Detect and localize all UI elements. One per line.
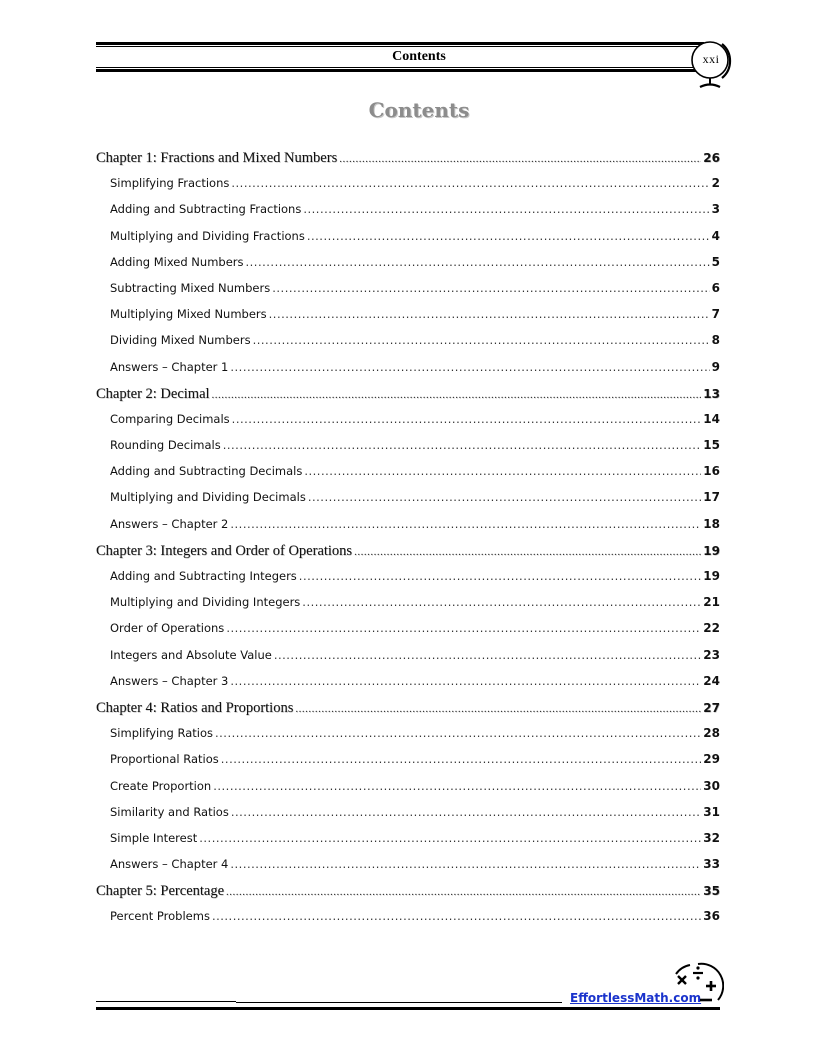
- toc-dot-leader: [230, 674, 701, 688]
- toc-section-entry[interactable]: [96, 621, 720, 647]
- toc-chapter-entry[interactable]: [96, 543, 720, 569]
- toc-entry-label: Answers – Chapter 4: [110, 857, 229, 872]
- header-rule-top-thin: [96, 46, 704, 47]
- toc-dot-leader: [199, 831, 701, 845]
- toc-dot-leader: [213, 779, 701, 793]
- toc-entry-page-number: 9: [711, 359, 720, 374]
- toc-section-entry[interactable]: [96, 517, 720, 543]
- table-of-contents: [96, 150, 720, 936]
- toc-dot-leader: [269, 307, 710, 321]
- toc-section-entry[interactable]: [96, 438, 720, 464]
- toc-entry-label: Adding Mixed Numbers: [110, 254, 244, 269]
- toc-dot-leader: [274, 648, 701, 662]
- toc-section-entry[interactable]: [96, 202, 720, 228]
- toc-entry-page-number: 30: [703, 778, 720, 793]
- toc-section-entry[interactable]: [96, 464, 720, 490]
- toc-entry-page-number: 5: [711, 254, 720, 269]
- toc-entry-label: Subtracting Mixed Numbers: [110, 280, 271, 295]
- footer-rule-short: [96, 1001, 236, 1002]
- footer-website-link[interactable]: EffortlessMath.com: [570, 991, 702, 1005]
- toc-entry-label: Chapter 4: Ratios and Proportions: [96, 699, 294, 716]
- toc-entry-label: Multiplying and Dividing Fractions: [110, 228, 305, 243]
- toc-dot-leader: [231, 805, 701, 819]
- toc-chapter-entry[interactable]: [96, 150, 720, 176]
- toc-entry-page-number: 18: [703, 516, 720, 531]
- toc-dot-leader: [307, 229, 710, 243]
- toc-entry-page-number: 14: [703, 411, 720, 426]
- toc-entry-page-number: 27: [703, 700, 720, 715]
- toc-entry-page-number: 33: [703, 857, 720, 872]
- toc-entry-label: Chapter 1: Fractions and Mixed Numbers: [96, 150, 338, 166]
- toc-section-entry[interactable]: [96, 648, 720, 674]
- toc-dot-leader: [230, 360, 709, 374]
- running-header-title: Contents: [392, 49, 446, 64]
- toc-section-entry[interactable]: [96, 229, 720, 255]
- toc-dot-leader: [232, 412, 702, 426]
- toc-dot-leader: [226, 621, 701, 635]
- toc-section-entry[interactable]: [96, 333, 720, 359]
- footer-rule-long: [236, 1002, 562, 1003]
- toc-dot-leader: [308, 490, 701, 504]
- toc-entry-page-number: 2: [711, 176, 720, 191]
- toc-dot-leader: [246, 255, 710, 269]
- toc-dot-leader: [299, 569, 702, 583]
- toc-entry-label: Adding and Subtracting Decimals: [110, 464, 303, 479]
- toc-dot-leader: [212, 909, 701, 923]
- toc-section-entry[interactable]: [96, 360, 720, 386]
- toc-section-entry[interactable]: [96, 176, 720, 202]
- toc-section-entry[interactable]: [96, 595, 720, 621]
- toc-entry-label: Comparing Decimals: [110, 411, 230, 426]
- toc-entry-label: Multiplying and Dividing Integers: [110, 595, 301, 610]
- toc-entry-label: Integers and Absolute Value: [110, 647, 272, 662]
- toc-dot-leader: [303, 202, 709, 216]
- toc-dot-leader: [226, 886, 701, 898]
- toc-entry-label: Create Proportion: [110, 778, 212, 793]
- toc-section-entry[interactable]: [96, 569, 720, 595]
- toc-dot-leader: [215, 726, 701, 740]
- toc-entry-label: Simplifying Ratios: [110, 726, 213, 741]
- toc-entry-label: Adding and Subtracting Fractions: [110, 202, 302, 217]
- toc-dot-leader: [295, 703, 701, 715]
- toc-dot-leader: [230, 517, 701, 531]
- toc-entry-page-number: 28: [703, 726, 720, 741]
- toc-entry-label: Proportional Ratios: [110, 752, 219, 767]
- toc-entry-label: Percent Problems: [110, 909, 210, 924]
- header-rule-bottom-thick: [96, 69, 704, 72]
- toc-dot-leader: [231, 176, 709, 190]
- toc-dot-leader: [304, 464, 701, 478]
- toc-section-entry[interactable]: [96, 490, 720, 516]
- toc-entry-page-number: 35: [703, 884, 720, 899]
- toc-dot-leader: [253, 333, 710, 347]
- toc-dot-leader: [354, 546, 701, 558]
- toc-dot-leader: [223, 438, 702, 452]
- toc-section-entry[interactable]: [96, 255, 720, 281]
- toc-entry-label: Answers – Chapter 2: [110, 516, 229, 531]
- toc-dot-leader: [272, 281, 709, 295]
- toc-entry-page-number: 16: [703, 464, 720, 479]
- toc-dot-leader: [221, 752, 702, 766]
- toc-entry-label: Chapter 5: Percentage: [96, 883, 225, 900]
- toc-section-entry[interactable]: [96, 412, 720, 438]
- toc-entry-label: Multiplying and Dividing Decimals: [110, 490, 306, 505]
- toc-entry-page-number: 26: [703, 151, 720, 165]
- toc-dot-leader: [339, 153, 701, 165]
- toc-entry-label: Multiplying Mixed Numbers: [110, 307, 267, 322]
- toc-section-entry[interactable]: [96, 674, 720, 700]
- toc-dot-leader: [302, 595, 701, 609]
- toc-entry-page-number: 3: [711, 202, 720, 217]
- toc-entry-label: Order of Operations: [110, 621, 225, 636]
- toc-section-entry[interactable]: [96, 805, 720, 831]
- toc-entry-label: Simplifying Fractions: [110, 176, 230, 191]
- math-operators-icon: [668, 962, 724, 1012]
- toc-entry-page-number: 6: [711, 280, 720, 295]
- toc-entry-label: Chapter 3: Integers and Order of Operations: [96, 542, 353, 559]
- toc-section-entry[interactable]: [96, 909, 720, 935]
- toc-section-entry[interactable]: [96, 831, 720, 857]
- toc-entry-label: Adding and Subtracting Integers: [110, 569, 297, 583]
- header-rule-top-thick: [96, 42, 704, 45]
- toc-section-entry[interactable]: [96, 779, 720, 805]
- toc-section-entry[interactable]: [96, 307, 720, 333]
- toc-entry-label: Answers – Chapter 3: [110, 673, 229, 688]
- toc-entry-page-number: 22: [703, 621, 720, 636]
- toc-entry-page-number: 7: [711, 307, 720, 322]
- toc-entry-page-number: 4: [711, 228, 720, 243]
- toc-entry-label: Rounding Decimals: [110, 438, 221, 453]
- toc-entry-page-number: 32: [703, 830, 720, 845]
- toc-entry-page-number: 15: [703, 438, 720, 453]
- page-number: xxi: [702, 52, 720, 66]
- toc-entry-page-number: 19: [703, 543, 720, 558]
- toc-entry-label: Chapter 2: Decimal: [96, 385, 210, 402]
- header-rule-bottom-thin: [96, 67, 704, 68]
- toc-entry-page-number: 29: [703, 752, 720, 767]
- toc-entry-page-number: 19: [703, 569, 720, 583]
- toc-entry-label: Similarity and Ratios: [110, 804, 229, 819]
- toc-entry-page-number: 8: [711, 333, 720, 348]
- toc-entry-page-number: 17: [703, 490, 720, 505]
- toc-entry-label: Dividing Mixed Numbers: [110, 333, 251, 348]
- toc-section-entry[interactable]: [96, 752, 720, 778]
- toc-chapter-entry[interactable]: [96, 883, 720, 909]
- footer-rule-thick: [96, 1007, 720, 1010]
- toc-section-entry[interactable]: [96, 726, 720, 752]
- toc-entry-label: Simple Interest: [110, 830, 198, 845]
- toc-entry-label: Answers – Chapter 1: [110, 359, 229, 374]
- toc-entry-page-number: 23: [703, 647, 720, 662]
- toc-entry-page-number: 36: [703, 909, 720, 924]
- toc-entry-page-number: 31: [703, 804, 720, 819]
- page-title: Contents: [368, 98, 470, 122]
- toc-chapter-entry[interactable]: [96, 700, 720, 726]
- toc-dot-leader: [230, 857, 701, 871]
- toc-entry-page-number: 21: [703, 595, 720, 610]
- toc-dot-leader: [212, 389, 702, 401]
- toc-chapter-entry[interactable]: [96, 386, 720, 412]
- toc-entry-page-number: 24: [703, 673, 720, 688]
- toc-section-entry[interactable]: [96, 857, 720, 883]
- toc-entry-page-number: 13: [703, 386, 720, 401]
- toc-section-entry[interactable]: [96, 281, 720, 307]
